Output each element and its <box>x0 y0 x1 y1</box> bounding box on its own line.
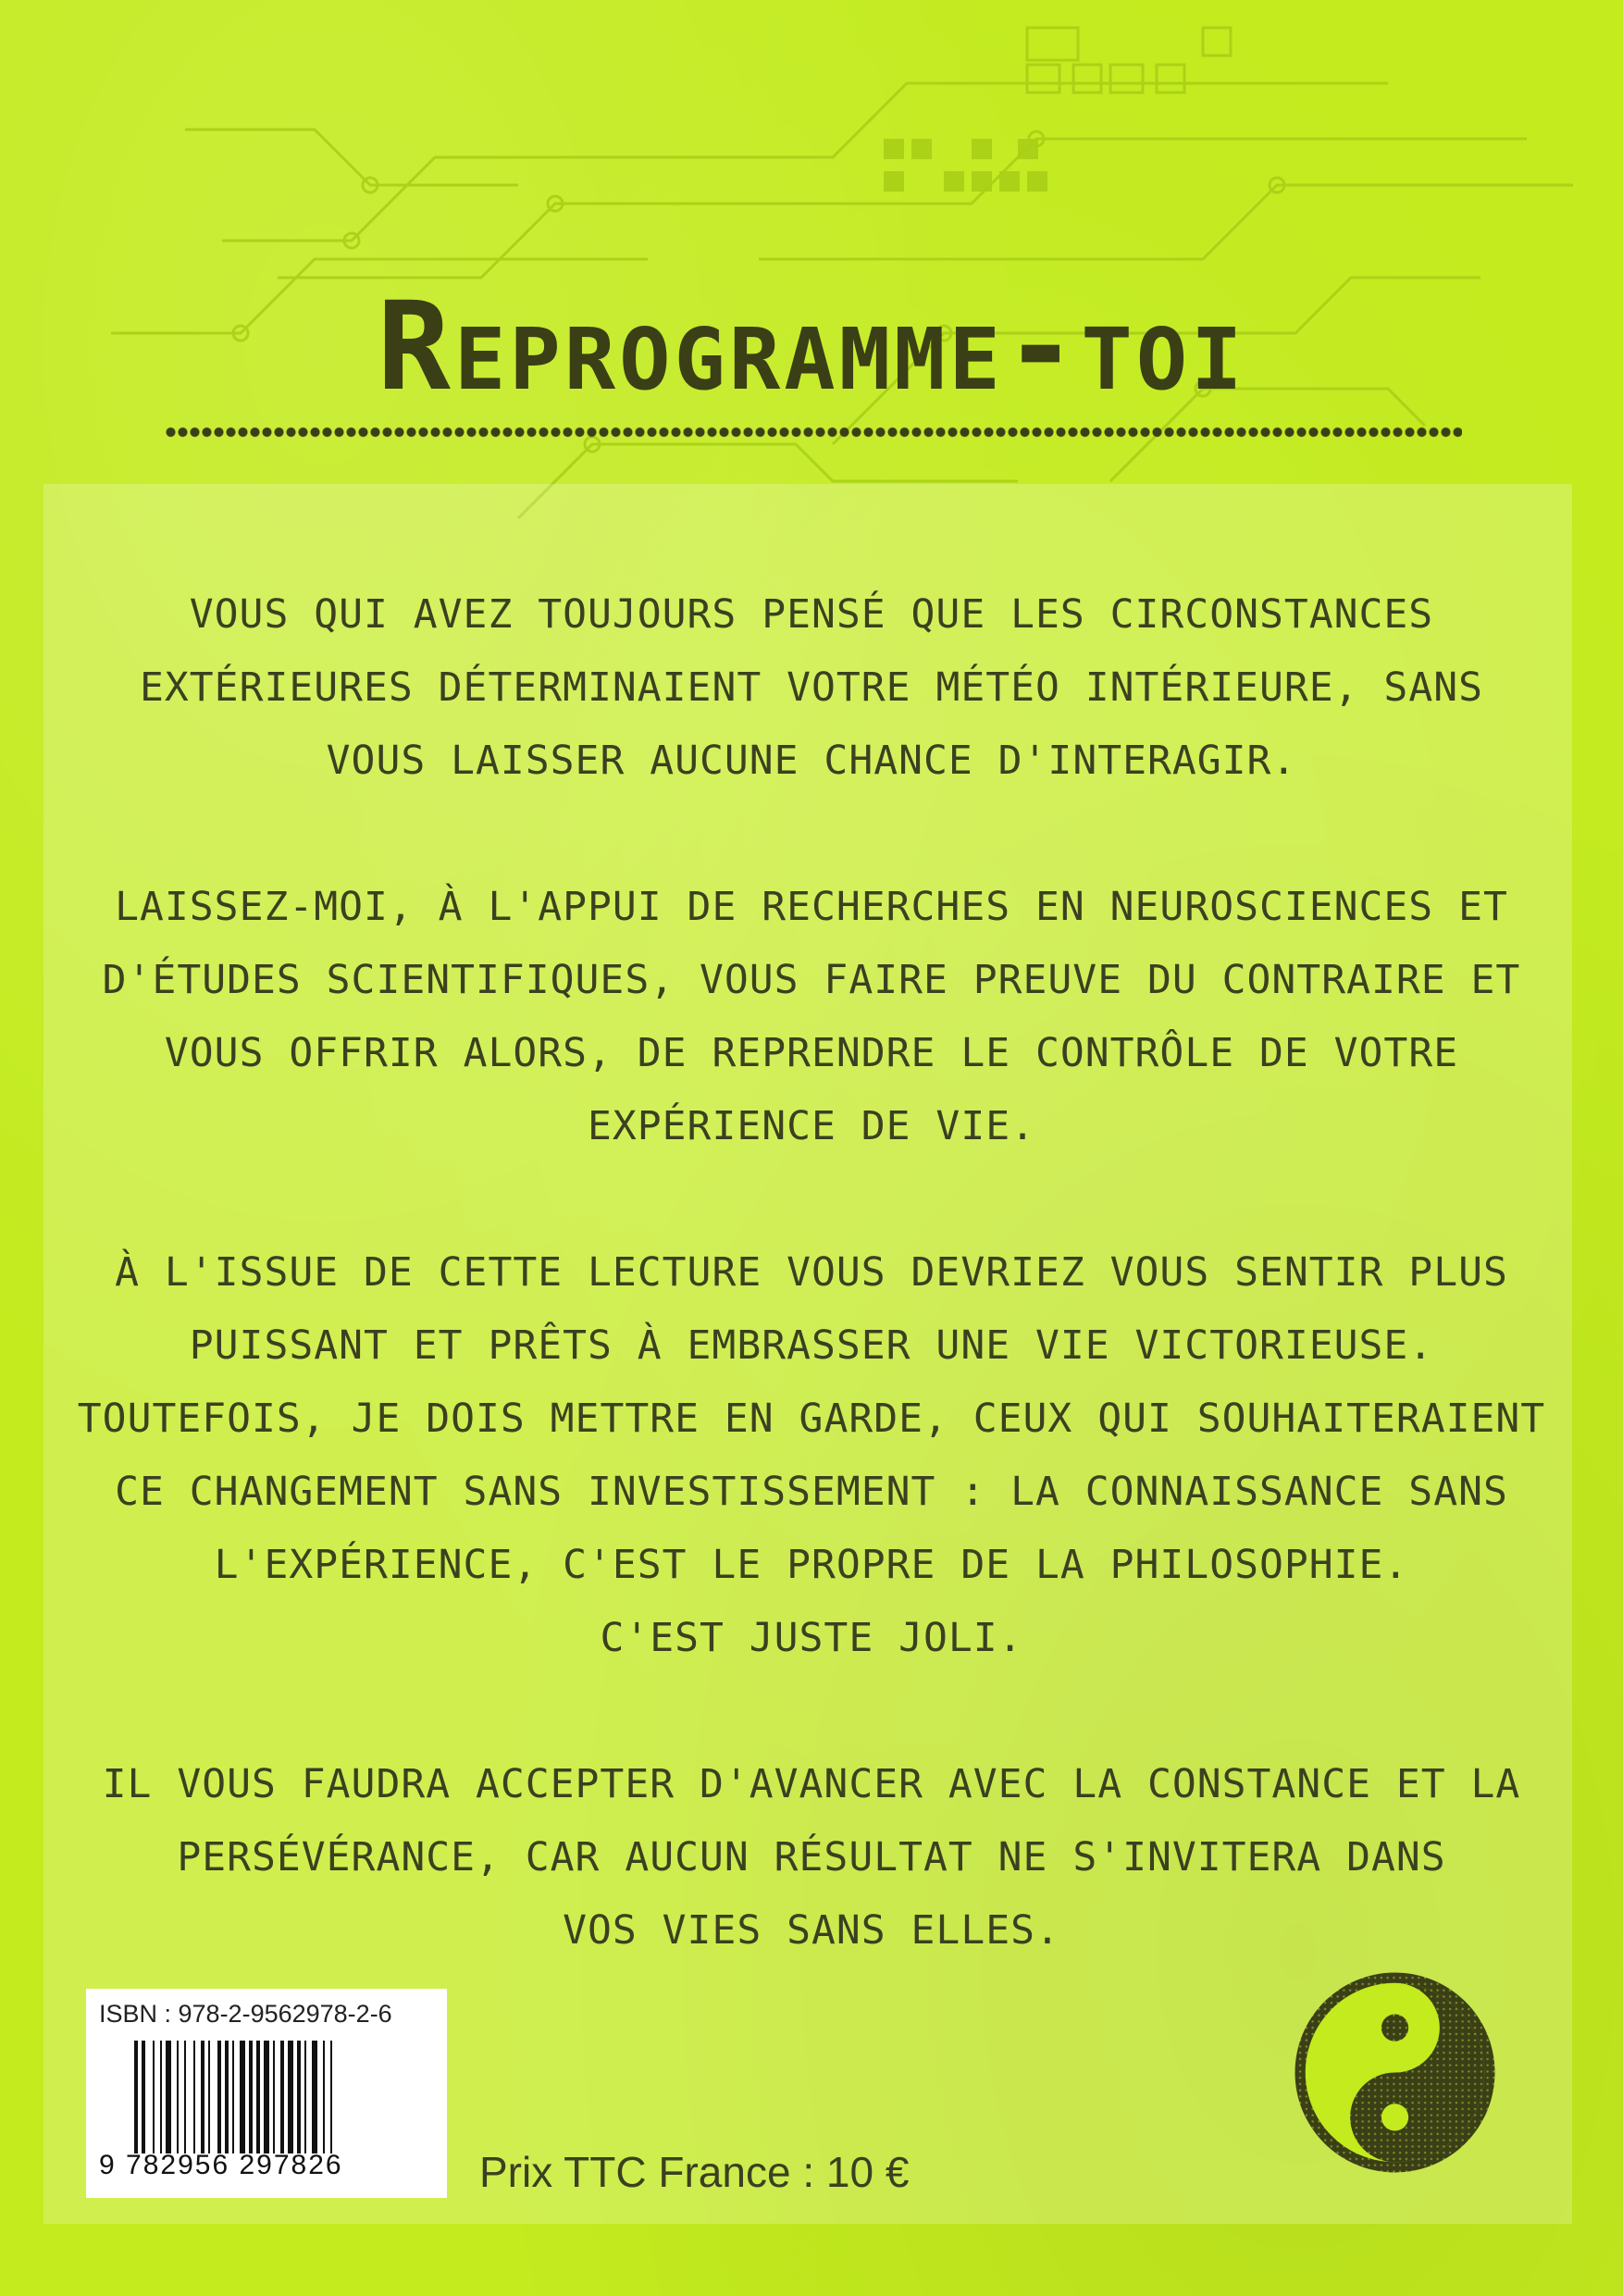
barcode-bar <box>217 2041 221 2153</box>
barcode-bar <box>323 2041 325 2153</box>
barcode-bar <box>288 2041 293 2153</box>
text-line: LAISSEZ-MOI, À L'APPUI DE RECHERCHES EN NEUROSCIENCES ET <box>115 884 1508 930</box>
barcode-bar <box>297 2041 301 2153</box>
text-line: VOS VIES SANS ELLES. <box>563 1907 1060 1954</box>
barcode <box>132 2041 428 2153</box>
paragraph <box>56 1236 1567 1675</box>
barcode-bar <box>193 2041 195 2153</box>
title-initial: R <box>377 276 454 418</box>
paragraph <box>56 1748 1567 1967</box>
barcode-bar <box>240 2041 245 2153</box>
isbn-barcode-box <box>86 1989 447 2198</box>
paragraph <box>56 578 1567 798</box>
text-line: L'EXPÉRIENCE, C'EST LE PROPRE DE LA PHILOSOPHIE. <box>214 1542 1409 1588</box>
paragraph-gap <box>56 1163 1567 1236</box>
barcode-bar <box>304 2041 306 2153</box>
text-line: PUISSANT ET PRÊTS À EMBRASSER UNE VIE VICTORIEUSE. <box>189 1322 1434 1369</box>
title-rest: eprogramme-toi <box>453 276 1246 418</box>
text-line: TOUTEFOIS, JE DOIS METTRE EN GARDE, CEUX QUI SOUHAITERAIENT <box>77 1396 1546 1442</box>
isbn-label: ISBN : 978-2-9562978-2-6 <box>99 2000 392 2028</box>
barcode-bar <box>273 2041 275 2153</box>
text-line: C'EST JUSTE JOLI. <box>600 1615 1023 1661</box>
paragraph-gap <box>56 798 1567 871</box>
barcode-bar <box>280 2041 284 2153</box>
yin-yang-icon <box>1291 1968 1499 2177</box>
text-line: VOUS OFFRIR ALORS, DE REPRENDRE LE CONTRÔLE DE VOTRE <box>164 1030 1459 1076</box>
text-line: PERSÉVÉRANCE, CAR AUCUN RÉSULTAT NE S'INVITERA DANS <box>177 1834 1446 1880</box>
text-line: VOUS LAISSER AUCUNE CHANCE D'INTERAGIR. <box>326 738 1297 784</box>
text-line: IL VOUS FAUDRA ACCEPTER D'AVANCER AVEC LA CONSTANCE ET LA <box>102 1761 1521 1807</box>
barcode-bar <box>201 2041 204 2153</box>
paragraph <box>56 871 1567 1163</box>
barcode-digits: 9 782956 297826 <box>99 2150 343 2180</box>
text-line: D'ÉTUDES SCIENTIFIQUES, VOUS FAIRE PREUVE DU CONTRAIRE ET <box>102 957 1521 1003</box>
barcode-bar <box>208 2041 210 2153</box>
barcode-bar <box>160 2041 162 2153</box>
barcode-bar <box>177 2041 179 2153</box>
barcode-bar <box>249 2041 253 2153</box>
text-line: EXTÉRIEURES DÉTERMINAIENT VOTRE MÉTÉO INTÉRIEURE, SANS <box>140 664 1483 711</box>
paragraph-gap <box>56 1675 1567 1748</box>
barcode-bar <box>166 2041 171 2153</box>
price-label: Prix TTC France : 10 € <box>479 2148 910 2196</box>
barcode-bar <box>184 2041 186 2153</box>
barcode-bar <box>312 2041 317 2153</box>
barcode-bar <box>330 2041 332 2153</box>
text-line: À L'ISSUE DE CETTE LECTURE VOUS DEVRIEZ VOUS SENTIR PLUS <box>115 1249 1508 1296</box>
dotted-underline <box>165 426 1462 439</box>
blurb <box>56 578 1567 1967</box>
barcode-bar <box>256 2041 260 2153</box>
barcode-bar <box>153 2041 155 2153</box>
text-line: VOUS QUI AVEZ TOUJOURS PENSÉ QUE LES CIRCONSTANCES <box>189 591 1434 638</box>
barcode-bar <box>225 2041 229 2153</box>
barcode-bar <box>134 2041 138 2153</box>
book-title <box>0 278 1623 416</box>
text-line: EXPÉRIENCE DE VIE. <box>588 1103 1035 1149</box>
text-line: CE CHANGEMENT SANS INVESTISSEMENT : LA CONNAISSANCE SANS <box>115 1469 1508 1515</box>
barcode-bar <box>142 2041 145 2153</box>
barcode-bar <box>232 2041 234 2153</box>
barcode-bar <box>264 2041 269 2153</box>
